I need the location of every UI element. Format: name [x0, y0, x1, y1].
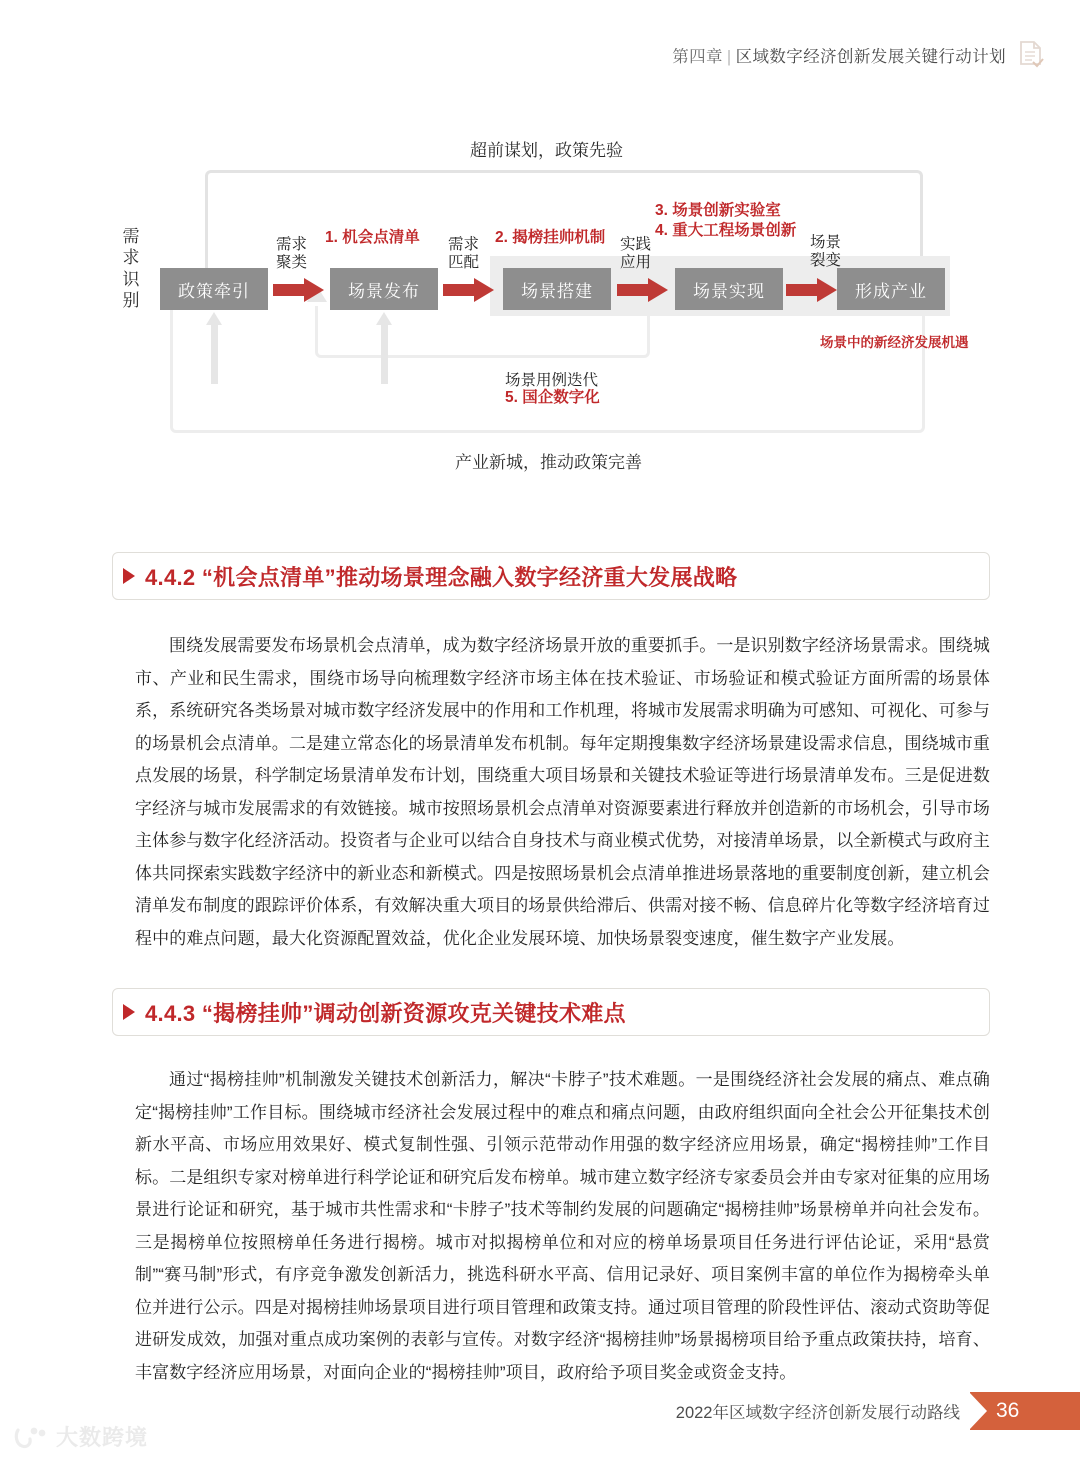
watermark — [14, 1421, 148, 1452]
triangle-bullet-icon — [123, 568, 135, 584]
section-heading-443 — [112, 988, 990, 1036]
footer-title: 2022年区域数字经济创新发展行动路线 — [675, 1404, 960, 1422]
flow-arrow-label-3-line1: 实践 — [620, 236, 652, 253]
diagram-caption-bottom: 产业新城，推动政策完善 — [455, 453, 642, 472]
flow-arrow-label-1-line2: 聚类 — [276, 254, 308, 272]
flow-arrow-label-2 — [448, 236, 479, 273]
triangle-bullet-icon — [123, 1004, 135, 1020]
flow-arrow-label-1 — [276, 236, 307, 273]
flow-arrow-label-3 — [620, 236, 651, 273]
flow-arrow-label-2-line2: 匹配 — [448, 254, 480, 272]
header-chapter: 第四章 — [672, 48, 723, 66]
section-heading-442 — [112, 552, 990, 600]
diagram-callout-4: 4. 重大工程场景创新 — [655, 222, 797, 240]
flow-arrow-label-4 — [810, 234, 841, 271]
flow-arrow-label-3-line2: 应用 — [620, 254, 652, 272]
header-title: 区域数字经济创新发展关键行动计划 — [735, 48, 1006, 66]
flow-arrow-1 — [273, 280, 323, 298]
process-box-scenario-realize: 场景实现 — [675, 268, 783, 310]
process-box-scenario-release: 场景发布 — [330, 268, 438, 310]
flow-arrow-2 — [443, 280, 493, 298]
page-number: 36 — [996, 1399, 1020, 1422]
page-number-tab — [970, 1392, 1080, 1430]
process-box-form-industry: 形成产业 — [837, 268, 945, 310]
process-box-scenario-build: 场景搭建 — [503, 268, 611, 310]
section-heading-443-text: 4.4.3 “揭榜挂帅”调动创新资源攻克关键技术难点 — [145, 1000, 626, 1026]
section-442-body: 围绕发展需要发布场景机会点清单，成为数字经济场景开放的重要抓手。一是识别数字经济场景需求。围绕城市、产业和民生需求，围绕市场导向梳理数字经济市场主体在技术验证、市场验证和模式验证方面所需的场景体系，系统研究各类场景对城市数字经济发展中的作用和工作机理，将城市发展需求明确为可感知、可视化、可参与的场景机会点清单。二是建立常态化的场景清单发布机制。每年定期搜集数字经济场景建设需求信息，围绕城市重点发展的场景，科学制定场景清单发布计划，围绕重大项目场景和关键技术验证等进行场景清单发布。三是促进数字经济与城市发展需求的有效链接。城市按照场景机会点清单对资源要素进行释放并创造新的市场机会，引导市场主体参与数字化经济活动。投资者与企业可以结合自身技术与商业模式优势，对接清单场景，以全新模式与政府主体共同探索实践数字经济中的新业态和新模式。四是按照场景机会点清单推进场景落地的重要制度创新，建立机会清单发布制度的跟踪评价体系，有效解决重大项目的场景供给滞后、供需对接不畅、信息碎片化等数字经济培育过程中的难点问题，最大化资源配置效益，优化企业发展环境、加快场景裂变速度，催生数字产业发展。 — [135, 636, 990, 948]
watermark-text: 大数跨境 — [56, 1425, 149, 1450]
page-footer — [676, 1392, 1080, 1430]
diagram-callout-5: 5. 国企数字化 — [505, 389, 600, 406]
diagram-callout-1: 1. 机会点清单 — [325, 229, 420, 246]
flow-arrow-label-1-line1: 需求 — [276, 236, 308, 253]
diagram-side-note: 场景中的新经济发展机遇 — [820, 335, 969, 350]
diagram-left-label: 需求识别 — [122, 227, 140, 310]
header-breadcrumb — [672, 43, 1006, 67]
flow-arrow-4 — [786, 280, 836, 298]
document-check-icon — [1018, 40, 1044, 70]
diagram-callout-2: 2. 揭榜挂帅机制 — [495, 229, 606, 246]
diagram-mid-note: 场景用例迭代 — [505, 372, 599, 389]
process-flow-diagram — [110, 128, 990, 488]
diagram-callout-3-4 — [655, 201, 796, 241]
diagram-caption-top: 超前谋划，政策先验 — [470, 141, 623, 160]
flow-arrow-label-4-line1: 场景 — [810, 234, 842, 251]
flow-arrow-label-2-line1: 需求 — [448, 236, 480, 253]
flow-arrow-3 — [617, 280, 667, 298]
diagram-callout-3: 3. 场景创新实验室 — [655, 202, 781, 219]
page-header — [672, 40, 1044, 70]
process-box-policy-guidance: 政策牵引 — [160, 268, 268, 310]
header-separator: | — [726, 48, 732, 66]
section-heading-442-text: 4.4.2 “机会点清单”推动场景理念融入数字经济重大发展战略 — [145, 564, 738, 590]
section-443-body: 通过“揭榜挂帅”机制激发关键技术创新活力，解决“卡脖子”技术难题。一是围绕经济社会发展的痛点、难点确定“揭榜挂帅”工作目标。围绕城市经济社会发展过程中的难点和痛点问题，由政府组织面向全社会公开征集技术创新水平高、市场应用效果好、模式复制性强、引领示范带动作用强的数字经济应用场景，确定“揭榜挂帅”工作目标。二是组织专家对榜单进行科学论证和研究后发布榜单。城市建立数字经济专家委员会并由专家对征集的应用场景进行论证和研究，基于城市共性需求和“卡脖子”技术等制约发展的问题确定“揭榜挂帅”场景榜单并向社会发布。三是揭榜单位按照榜单任务进行揭榜。城市对拟揭榜单位和对应的榜单场景项目任务进行评估论证，采用“悬赏制”“赛马制”形式，有序竞争激发创新活力，挑选科研水平高、信用记录好、项目案例丰富的单位作为揭榜牵头单位并进行公示。四是对揭榜挂帅场景项目进行项目管理和政策支持。通过项目管理的阶段性评估、滚动式资助等促进研发成效，加强对重点成功案例的表彰与宣传。对数字经济“揭榜挂帅”场景揭榜项目给予重点政策扶持，培育、丰富数字经济应用场景，对面向企业的“揭榜挂帅”项目，政府给予项目奖金或资金支持。 — [135, 1070, 990, 1382]
logo-mark-icon — [14, 1424, 48, 1450]
flow-arrow-label-4-line2: 裂变 — [810, 252, 842, 270]
